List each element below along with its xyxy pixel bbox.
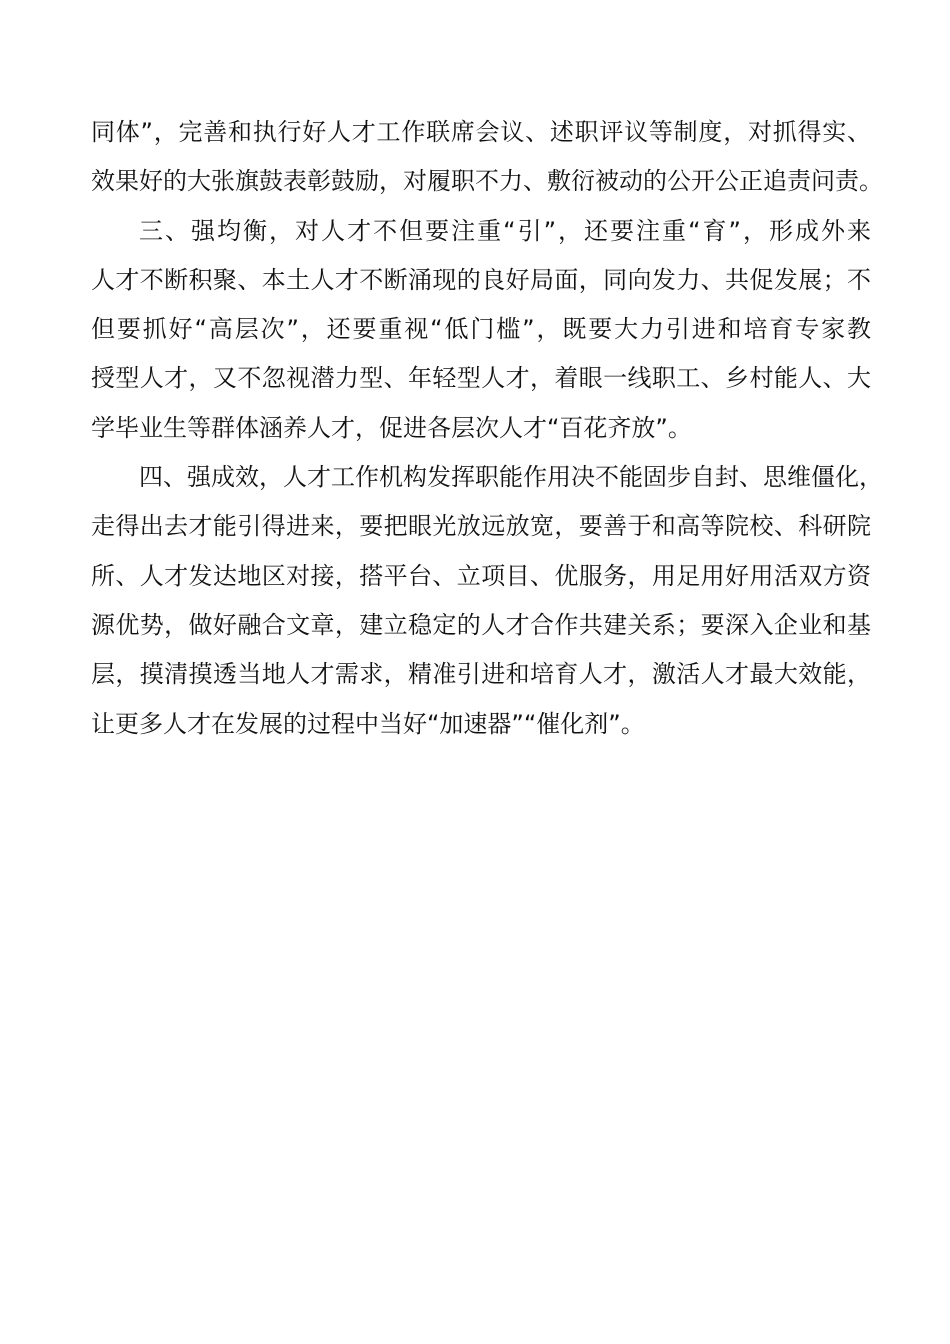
text-line: 同体”，完善和执行好人才工作联席会议、述职评议等制度，对抓得实、 (91, 118, 871, 146)
text-line: 所、人才发达地区对接，搭平台、立项目、优服务，用足用好用活双方资 (91, 561, 871, 590)
document-body (91, 108, 883, 749)
text-line: 走得出去才能引得进来，要把眼光放远放宽，要善于和高等院校、科研院 (91, 512, 871, 541)
text-line: 但要抓好“高层次”，还要重视“低门槛”，既要大力引进和培育专家教 (91, 315, 871, 344)
text-line: 效果好的大张旗鼓表彰鼓励，对履职不力、敷衍被动的公开公正追责问责。 (91, 167, 883, 196)
text-line: 让更多人才在发展的过程中当好“加速器”“催化剂”。 (91, 709, 645, 738)
paragraph-first-line: 四、强成效，人才工作机构发挥职能作用决不能固步自封、思维僵化， (139, 463, 883, 492)
text-line: 层，摸清摸透当地人才需求，精准引进和培育人才，激活人才最大效能， (91, 660, 871, 689)
text-line: 学毕业生等群体涵养人才，促进各层次人才“百花齐放”。 (91, 413, 692, 442)
text-line: 源优势，做好融合文章，建立稳定的人才合作共建关系；要深入企业和基 (91, 610, 871, 639)
text-line: 授型人才，又不忽视潜力型、年轻型人才，着眼一线职工、乡村能人、大 (91, 364, 871, 393)
paragraph-first-line: 三、强均衡，对人才不但要注重“引”，还要注重“育”，形成外来 (139, 216, 871, 245)
text-line: 人才不断积聚、本土人才不断涌现的良好局面，同向发力、共促发展；不 (91, 265, 871, 294)
